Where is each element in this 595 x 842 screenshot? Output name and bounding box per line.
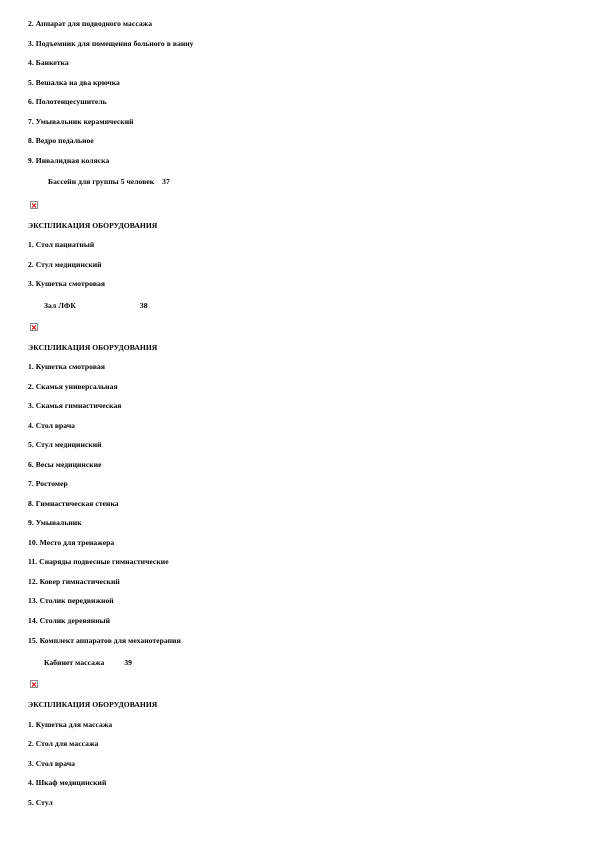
broken-image-icon <box>30 323 38 331</box>
figure-number: 37 <box>162 177 170 186</box>
list-item: 4. Стол врача <box>28 421 76 430</box>
list-item: 3. Подъемник для помещения больного в ванну <box>28 39 194 48</box>
list-item: 2. Скамья универсальная <box>28 382 118 391</box>
figure-number: 39 <box>124 658 133 667</box>
list-item: 1. Кушетка для массажа <box>28 720 113 729</box>
list-item: 7. Ростомер <box>28 479 68 488</box>
figure-caption-title: Кабинет массажа <box>44 658 105 667</box>
figure-caption <box>44 658 132 668</box>
figure-caption <box>44 301 148 311</box>
list-item: 4. Банкетка <box>28 58 69 67</box>
list-item: 12. Ковер гимнастический <box>28 577 120 586</box>
list-item: 5. Стул медицинский <box>28 440 102 449</box>
section-heading: ЭКСПЛИКАЦИЯ ОБОРУДОВАНИЯ <box>28 343 158 352</box>
broken-image-icon <box>30 201 38 209</box>
list-item: 6. Полотенцесушитель <box>28 97 107 106</box>
section-heading: ЭКСПЛИКАЦИЯ ОБОРУДОВАНИЯ <box>28 700 158 709</box>
list-item: 3. Стол врача <box>28 759 76 768</box>
list-item: 8. Гимнастическая стенка <box>28 499 119 508</box>
list-item: 1. Кушетка смотровая <box>28 362 105 371</box>
list-item: 2. Стол для массажа <box>28 739 99 748</box>
figure-caption-title: Бассейн для группы 5 человек <box>48 177 155 186</box>
list-item: 3. Кушетка смотровая <box>28 279 105 288</box>
list-item: 7. Умывальник керамический <box>28 117 134 126</box>
list-item: 4. Шкаф медицинский <box>28 778 107 787</box>
list-item: 1. Стол пациатный <box>28 240 95 249</box>
list-item: 2. Стул медицинский <box>28 260 102 269</box>
list-item: 13. Столик передвижной <box>28 596 114 605</box>
list-item: 9. Инвалидная коляска <box>28 156 110 165</box>
list-item: 5. Вешалка на два крючка <box>28 78 120 87</box>
list-item: 9. Умывальник <box>28 518 82 527</box>
list-item: 11. Снаряды подвесные гимнастические <box>28 557 169 566</box>
broken-image-icon <box>30 680 38 688</box>
list-item: 2. Аппарат для подводного массажа <box>28 19 153 28</box>
list-item: 8. Ведро педальное <box>28 136 94 145</box>
figure-caption <box>48 177 170 187</box>
figure-number: 38 <box>139 301 148 310</box>
figure-caption-title: Зал ЛФК <box>44 301 76 310</box>
list-item: 15. Комплект аппаратов для механотерапии <box>28 636 181 645</box>
list-item: 10. Место для тренажера <box>28 538 115 547</box>
list-item: 3. Скамья гимнастическая <box>28 401 122 410</box>
section-heading: ЭКСПЛИКАЦИЯ ОБОРУДОВАНИЯ <box>28 221 158 230</box>
list-item: 14. Столик деревянный <box>28 616 111 625</box>
list-item: 6. Весы медицинские <box>28 460 102 469</box>
list-item: 5. Стул <box>28 798 53 807</box>
